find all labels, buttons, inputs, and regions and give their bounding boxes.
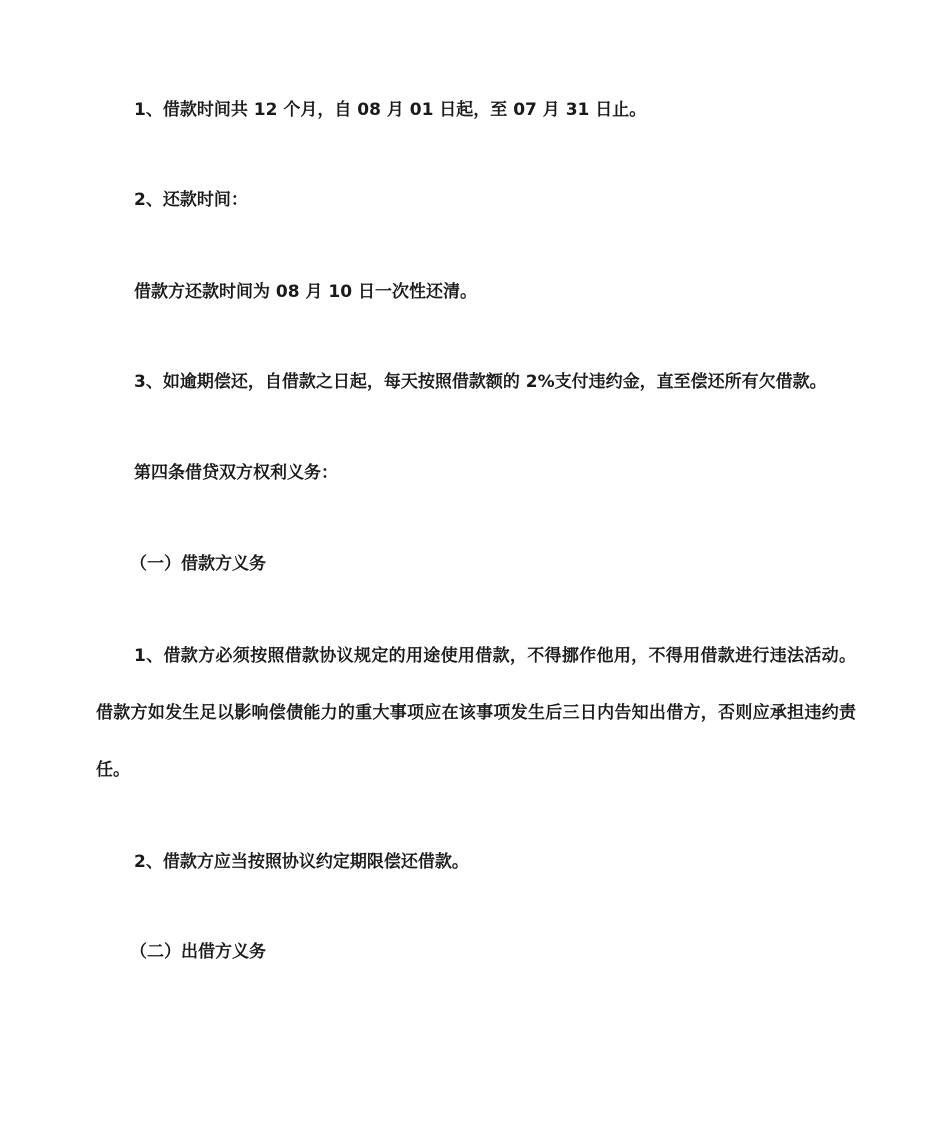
clause-repayment-time-heading: 2、还款时间： [134, 190, 248, 210]
borrower-obligation-1: 1、借款方必须按照借款协议规定的用途使用借款，不得挪作他用，不得用借款进行违法活动。借款方如发生足以影响偿债能力的重大事项应在该事项发生后三日内告知出借方，否则应承担违约责任。 [96, 646, 856, 780]
borrower-obligations-heading: （一）借款方义务 [130, 554, 266, 574]
clause-overdue-penalty: 3、如逾期偿还，自借款之日起，每天按照借款额的 2%支付违约金，直至偿还所有欠借款。 [134, 372, 827, 392]
article-four-heading: 第四条借贷双方权利义务： [134, 463, 338, 483]
lender-obligations-heading: （二）出借方义务 [130, 942, 266, 962]
clause-repayment-date: 借款方还款时间为 08 月 10 日一次性还清。 [134, 282, 477, 302]
clause-loan-period: 1、借款时间共 12 个月，自 08 月 01 日起，至 07 月 31 日止。 [134, 100, 647, 120]
borrower-obligation-2: 2、借款方应当按照协议约定期限偿还借款。 [134, 852, 469, 872]
